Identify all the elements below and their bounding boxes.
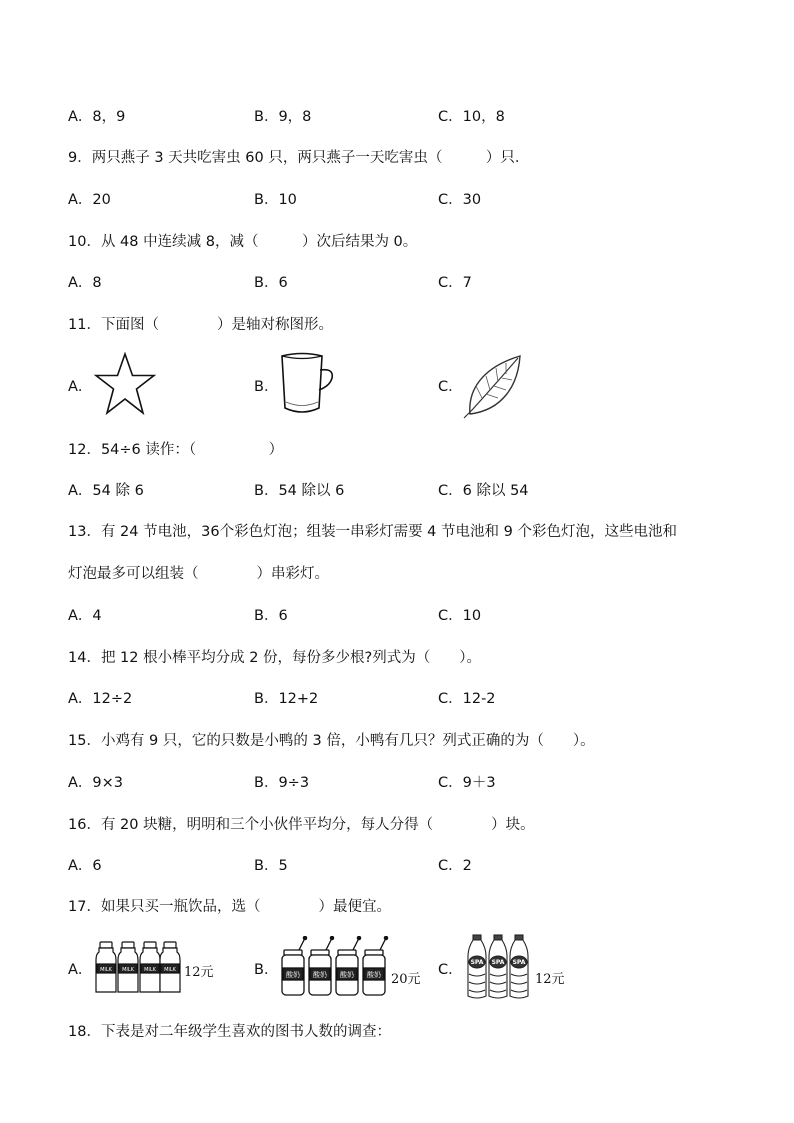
q11-option-c[interactable]: C． [438, 379, 463, 395]
spa-label-3: SPA [512, 959, 526, 966]
q10-question: 10．从 48 中连续减 8，减（ ）次后结果为 0。 [68, 234, 418, 250]
q13-question-line1: 13．有 24 节电池，36个彩色灯泡；组装一串彩灯需要 4 节电池和 9 个彩色灯泡，这些电池和 [68, 524, 677, 540]
q13-question-line2: 灯泡最多可以组装（ ）串彩灯。 [68, 566, 329, 582]
q10-option-a[interactable]: A．8 [68, 275, 102, 291]
q10-option-c[interactable]: C．7 [438, 275, 472, 291]
q12-option-a[interactable]: A．54 除 6 [68, 483, 144, 499]
q18-question: 18．下表是对二年级学生喜欢的图书人数的调查： [68, 1024, 391, 1040]
q13-option-a[interactable]: A．4 [68, 608, 102, 624]
q17-price-c: 12元 [535, 972, 565, 987]
q10-option-b[interactable]: B．6 [254, 275, 288, 291]
leaf-icon [462, 352, 526, 420]
milk-bottle-icon [94, 940, 182, 996]
cup-icon [276, 352, 336, 418]
q12-option-b[interactable]: B．54 除以 6 [254, 483, 345, 499]
q11-question: 11．下面图（ ）是轴对称图形。 [68, 317, 333, 333]
q14-option-b[interactable]: B．12+2 [254, 691, 319, 707]
q9-option-c[interactable]: C．30 [438, 192, 482, 208]
q8-option-b[interactable]: B．9，8 [254, 109, 312, 125]
q11-option-b[interactable]: B． [254, 379, 279, 395]
q16-question: 16．有 20 块糖，明明和三个小伙伴平均分，每人分得（ ）块。 [68, 817, 535, 833]
yogurt-label-2: 酸奶 [313, 971, 327, 979]
q15-option-c[interactable]: C．9＋3 [438, 775, 496, 791]
milk-label-4: MILK [164, 967, 176, 973]
q12-question: 12．54÷6 读作：（ ） [68, 442, 284, 458]
q13-option-c[interactable]: C．10 [438, 608, 482, 624]
milk-label-3: MILK [144, 967, 156, 973]
q14-option-c[interactable]: C．12-2 [438, 691, 496, 707]
q17-option-b[interactable]: B． [254, 962, 279, 978]
q8-option-c[interactable]: C．10，8 [438, 109, 505, 125]
q15-option-b[interactable]: B．9÷3 [254, 775, 310, 791]
yogurt-label-1: 酸奶 [286, 971, 300, 979]
yogurt-bottle-icon [279, 936, 389, 998]
q17-price-b: 20元 [391, 972, 421, 987]
star-icon [94, 352, 156, 416]
q11-option-a[interactable]: A． [68, 379, 93, 395]
q16-option-a[interactable]: A．6 [68, 858, 102, 874]
milk-label-2: MILK [122, 967, 134, 973]
q17-option-c[interactable]: C． [438, 962, 463, 978]
q16-option-b[interactable]: B．5 [254, 858, 288, 874]
q12-option-c[interactable]: C．6 除以 54 [438, 483, 529, 499]
q17-price-a: 12元 [184, 965, 214, 980]
q9-option-a[interactable]: A．20 [68, 192, 111, 208]
q9-question: 9．两只燕子 3 天共吃害虫 60 只，两只燕子一天吃害虫（ ）只． [68, 150, 530, 166]
q13-option-b[interactable]: B．6 [254, 608, 288, 624]
yogurt-label-3: 酸奶 [340, 971, 354, 979]
q8-option-a[interactable]: A．8，9 [68, 109, 126, 125]
q17-question: 17．如果只买一瓶饮品，选（ ）最便宜。 [68, 899, 391, 915]
q15-option-a[interactable]: A．9×3 [68, 775, 124, 791]
q16-option-c[interactable]: C．2 [438, 858, 472, 874]
water-bottle-icon [464, 934, 532, 1000]
q14-question: 14．把 12 根小棒平均分成 2 份，每份多少根?列式为（ ）。 [68, 650, 482, 666]
spa-label-1: SPA [470, 959, 484, 966]
q14-option-a[interactable]: A．12÷2 [68, 691, 133, 707]
milk-label-1: MILK [100, 967, 112, 973]
q15-question: 15．小鸡有 9 只，它的只数是小鸭的 3 倍，小鸭有几只？列式正确的为（ ）。 [68, 733, 595, 749]
q17-option-a[interactable]: A． [68, 962, 93, 978]
spa-label-2: SPA [491, 959, 505, 966]
yogurt-label-4: 酸奶 [367, 971, 381, 979]
q9-option-b[interactable]: B．10 [254, 192, 297, 208]
